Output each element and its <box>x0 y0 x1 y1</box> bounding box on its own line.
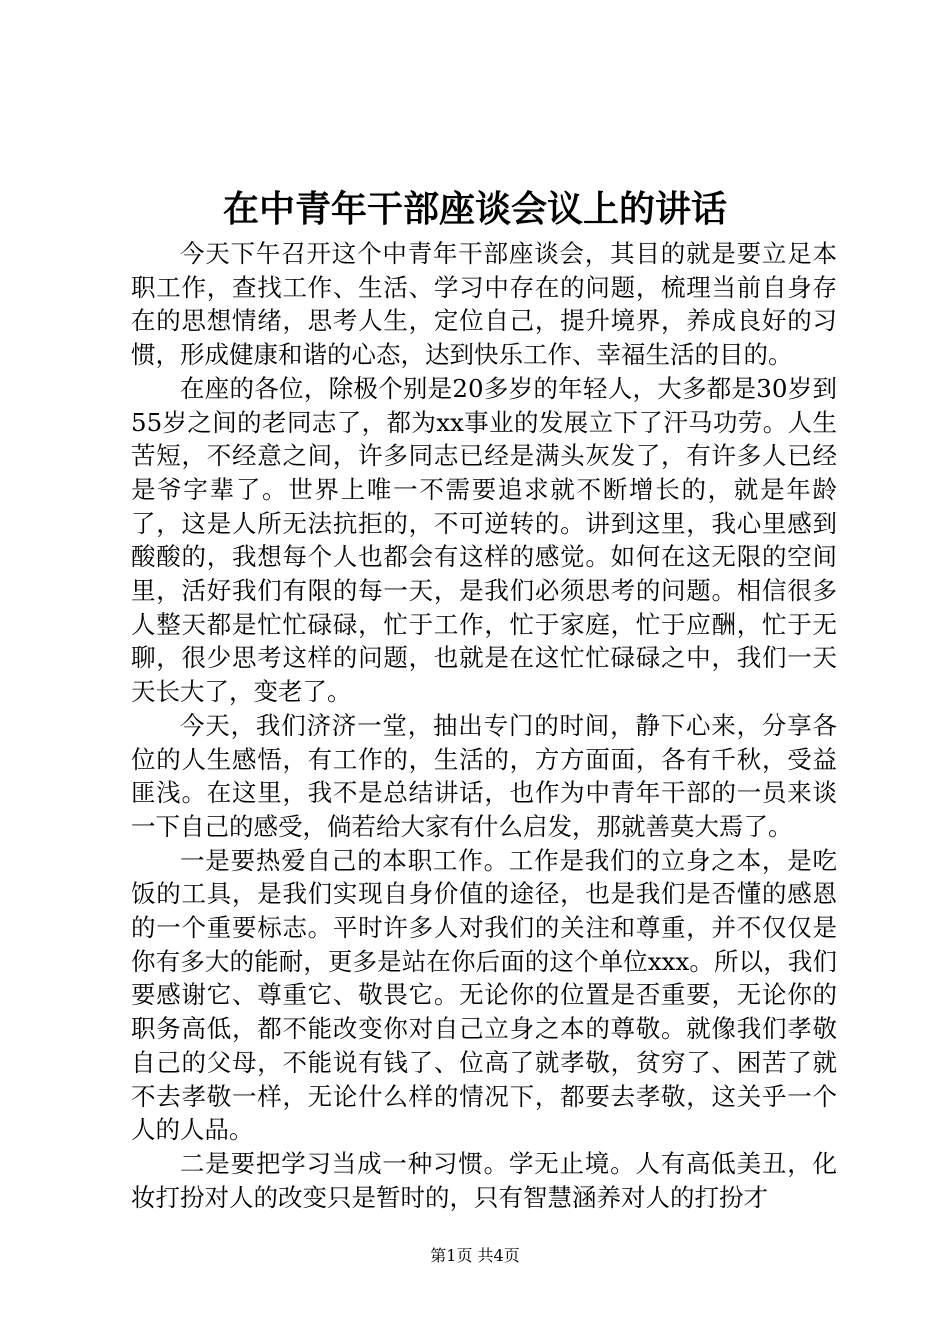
paragraph-love-work: 一是要热爱自己的本职工作。工作是我们的立身之本，是吃饭的工具，是我们实现自身价值的途径，也是我们是否懂的感恩的一个重要标志。平时许多人对我们的关注和尊重，并不仅仅是你有多大的能耐，更多是站在你后面的这个单位xxx。所以，我们要感谢它、尊重它、敬畏它。无论你的位置是否重要，无论你的职务高低，都不能改变你对自己立身之本的尊敬。就像我们孝敬自己的父母，不能说有钱了、位高了就孝敬，贫穷了、困苦了就不去孝敬一样，无论什么样的情况下，都要去孝敬，这关乎一个人的人品。 <box>131 845 837 1145</box>
paragraph-intro: 今天下午召开这个中青年干部座谈会，其目的就是要立足本职工作，查找工作、生活、学习中存在的问题，梳理当前自身存在的思想情绪，思考人生，定位自己，提升境界，养成良好的习惯，形成健康和谐的心态，达到快乐工作、幸福生活的目的。 <box>131 239 837 370</box>
page-number-footer: 第1页 共4页 <box>430 1246 520 1265</box>
paragraph-learning: 二是要把学习当成一种习惯。学无止境。人有高低美丑，化妆打扮对人的改变只是暂时的，只有智慧涵养对人的打扮才 <box>131 1148 837 1212</box>
document-body <box>131 237 837 1214</box>
document-title: 在中青年干部座谈会议上的讲话 <box>222 188 727 230</box>
paragraph-gathering: 今天，我们济济一堂，抽出专门的时间，静下心来，分享各位的人生感悟，有工作的，生活的，方方面面，各有千秋，受益匪浅。在这里，我不是总结讲话，也作为中青年干部的一员来谈一下自己的感受，倘若给大家有什么启发，那就善莫大焉了。 <box>131 710 837 841</box>
paragraph-age: 在座的各位，除极个别是20多岁的年轻人，大多都是30岁到55岁之间的老同志了，都为xx事业的发展立下了汗马功劳。人生苦短，不经意之间，许多同志已经是满头灰发了，有许多人已经是爷字辈了。世界上唯一不需要追求就不断增长的，就是年龄了，这是人所无法抗拒的，不可逆转的。讲到这里，我心里感到酸酸的，我想每个人也都会有这样的感觉。如何在这无限的空间里，活好我们有限的每一天，是我们必须思考的问题。相信很多人整天都是忙忙碌碌，忙于工作，忙于家庭，忙于应酬，忙于无聊，很少思考这样的问题，也就是在这忙忙碌碌之中，我们一天天长大了，变老了。 <box>131 373 837 707</box>
